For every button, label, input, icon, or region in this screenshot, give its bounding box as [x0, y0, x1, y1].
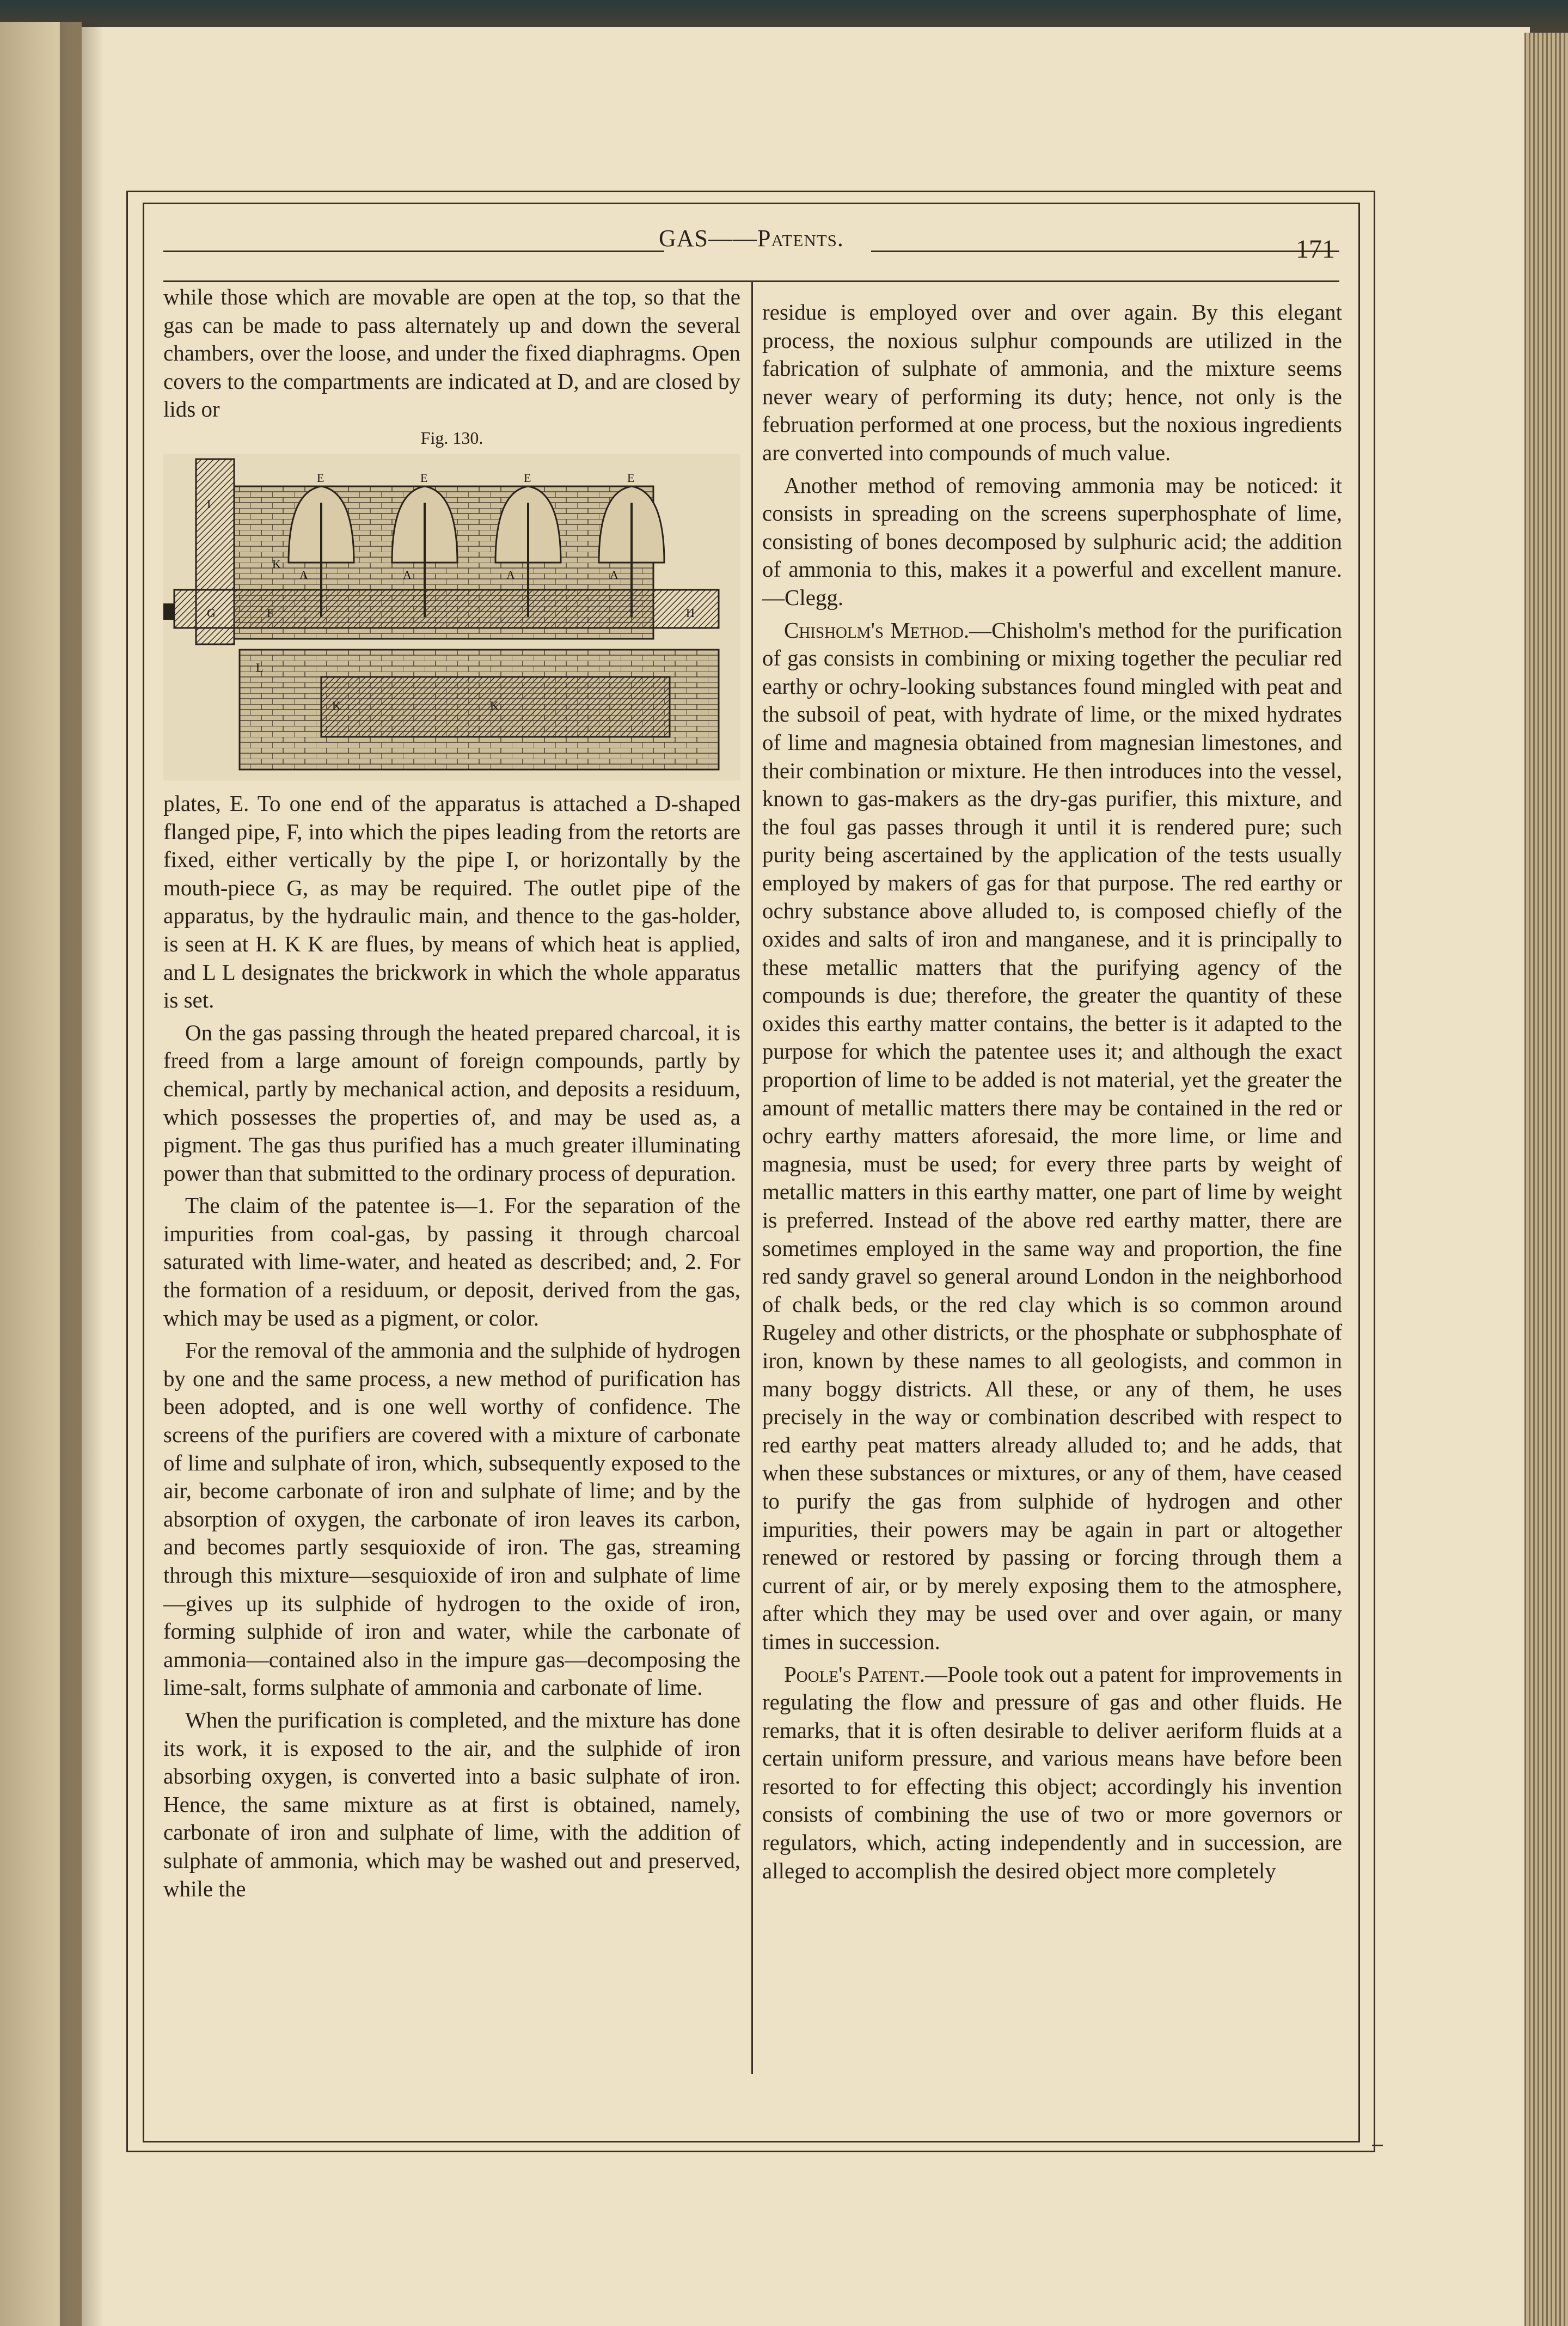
paragraph-chisholm: [762, 616, 1342, 1656]
figure-label-a3: A: [506, 567, 515, 582]
page-gutter-shadow: [60, 22, 103, 2326]
left-column: [163, 283, 740, 1907]
right-column: [762, 298, 1342, 1889]
figure-label-a1: A: [299, 567, 308, 582]
figure-label-a2: A: [403, 567, 412, 582]
chisholm-heading: Chisholm's Method.: [784, 617, 970, 643]
figure-label-f: F: [267, 606, 274, 620]
figure-label-k1: K: [272, 557, 281, 571]
chisholm-text: —Chisholm's method for the purification of gas consists in combining or mixing together the peculiar red earthy or ochry-looking substances found mingled with peat and the subsoil of peat, with hydrate of lime, or the mixed hydrates of lime and magnesia obtained from magnesian limestones, and their combination or mixture. He then introduces into the vessel, known to gas-makers as the dry-gas purifier, this mixture, and the foul gas passes through it until it is rendered pure; such purity being ascertained by the application of the tests usually employed by makers of gas for that purpose. The red earthy or ochry substance above alluded to, is composed chiefly of the oxides and salts of iron and manganese, and it is principally to these metallic matters that the purifying agency of the compounds is due; therefore, the greater the quantity of these oxides this earthy matter contains, the better is it adapted to the purpose for which the patentee uses it; and although the exact proportion of lime to be added is not material, yet the greater the amount of metallic matters there may be contained in the red or ochry earthy matters aforesaid, the more lime, or lime and magnesia, must be used; for every three parts by weight of metallic matters in this earthy matter, one part of lime by weight is preferred. Instead of the above red earthy matter, there are sometimes employed in the same way and proportion, the fine red sandy gravel so general around London in the neighborhood of chalk beds, or the red clay which is so common around Rugeley and other districts, or the phosphate or subphosphate of iron, known by these names to all geologists, and common in many boggy districts. All these, or any of them, he uses precisely in the way or combination described with respect to red earthy peat matters already alluded to; and he adds, that when these substances or mixtures, or any of them, have ceased to purify the gas from sulphide of hydrogen and other impurities, their powers may be again in part or altogether renewed or restored by passing or forcing through them a current of air, or by merely exposing them to the atmosphere, after which they may be used over and over again, or many times in succession.: [762, 617, 1342, 1654]
figure-label-e1: E: [317, 471, 324, 485]
column-separator: [751, 282, 753, 2074]
figure-label-l: L: [256, 660, 264, 674]
figure-label-k2: K: [332, 698, 341, 712]
figure-label-a4: A: [610, 567, 618, 582]
paragraph-poole: [762, 1660, 1342, 1885]
figure-label-e2: E: [420, 471, 428, 485]
figure-label-i: I: [207, 497, 211, 511]
header-rule-left: [163, 251, 664, 252]
paragraph-ammonia-removal: For the removal of the ammonia and the sulphide of hydrogen by one and the same process, a new method of purification has been adopted, and is one well worthy of confidence. The screens of the purifiers are covered with a mixture of carbonate of lime and sulphate of iron, which, subsequently exposed to the air, become carbonate of iron and sulphate of lime; and by the absorption of oxygen, the carbonate of iron leaves its carbon, and becomes partly sesquioxide of iron. The gas, streaming through this mixture—sesquioxide of iron and sulphate of lime—gives up its sulphide of hydrogen to the oxide of iron, forming sulphide of iron and water, while the carbonate of ammonia—contained also in the impure gas—decomposing the lime-salt, forms sulphate of ammonia and carbonate of lime.: [163, 1338, 740, 1700]
paragraph-claim: The claim of the patentee is—1. For the separation of the impurities from coal-gas, by passing it through charcoal saturated with lime-water, and heated as described; and, 2. For the formation of a residuum, or deposit, derived from the gas, which may be used as a pigment, or color.: [163, 1193, 740, 1330]
page-number: 171: [1296, 235, 1335, 264]
running-head-main: GAS: [659, 225, 709, 252]
running-head-dash: ——: [708, 225, 758, 252]
paragraph-charcoal: On the gas passing through the heated prepared charcoal, it is freed from a large amount of foreign compounds, partly by chemical, partly by mechanical action, and deposits a residuum, which possesses the properties of, and may be used as, a pigment. The gas thus purified has a much greater illuminating power than that submitted to the ordinary process of depuration.: [163, 1019, 740, 1186]
figure-130-purifier-engraving: [163, 454, 740, 780]
figure-label-g: G: [207, 606, 216, 620]
figure-caption: Fig. 130.: [420, 428, 483, 448]
figure-label-e3: E: [524, 471, 531, 485]
paragraph-intro: while those which are movable are open at the top, so that the gas can be made to pass alternately up and down the several chambers, over the loose, and under the fixed diaphragms. Open covers to the compartments are indicated at D, and are closed by lids or: [163, 284, 740, 422]
running-head-sub: Patents.: [757, 225, 844, 252]
poole-text: —Poole took out a patent for improvements in regulating the flow and pressure of gas and other fluids. He remarks, that it is often desirable to deliver aeriform fluids at a certain uniform pressure, and various means have before been resorted to for effecting this object; accordingly his invention consists of combining the use of two or more governors or regulators, which, acting independently and in succession, are alleged to accomplish the desired object more completely: [762, 1661, 1342, 1883]
paragraph-another-method: Another method of removing ammonia may be noticed: it consists in spreading on the screens superphosphate of lime, consisting of bones decomposed by sulphuric acid; the addition of ammonia to this, makes it a powerful and excellent manure.—Clegg.: [762, 472, 1342, 610]
figure-label-h: H: [686, 606, 695, 620]
figure-label-k3: K: [490, 698, 499, 712]
header-rule-right: [871, 251, 1339, 252]
border-tick: [1372, 2145, 1383, 2146]
paragraph-residue: residue is employed over and over again. By this elegant process, the noxious sulphur compounds are utilized in the fabrication of sulphate of ammonia, and the mixture seems never weary of performing its duty; hence, not only is the februation performed at one process, but the noxious ingredients are converted into compounds of much value.: [762, 300, 1342, 465]
page-fore-edge: [1524, 33, 1568, 2326]
running-head: [659, 224, 844, 252]
paragraph-apparatus: plates, E. To one end of the apparatus is attached a D-shaped flanged pipe, F, into which the pipes leading from the retorts are fixed, either vertically by the pipe I, or horizontally by the mouth-piece G, as may be required. The outlet pipe of the apparatus, by the hydraulic main, and thence to the gas-holder, is seen at H. K K are flues, by means of which heat is applied, and L L designates the brickwork in which the whole apparatus is set.: [163, 790, 740, 1013]
paragraph-purification-completed: When the purification is completed, and the mixture has done its work, it is exposed to the air, and the sulphide of iron absorbing oxygen, is converted into a basic sulphate of iron. Hence, the same mixture as at first is obtained, namely, carbonate of iron and sulphate of lime, with the addition of sulphate of ammonia, which may be washed out and preserved, while the: [163, 1707, 740, 1901]
poole-heading: Poole's Patent.: [784, 1661, 926, 1687]
figure-label-e4: E: [627, 471, 635, 485]
